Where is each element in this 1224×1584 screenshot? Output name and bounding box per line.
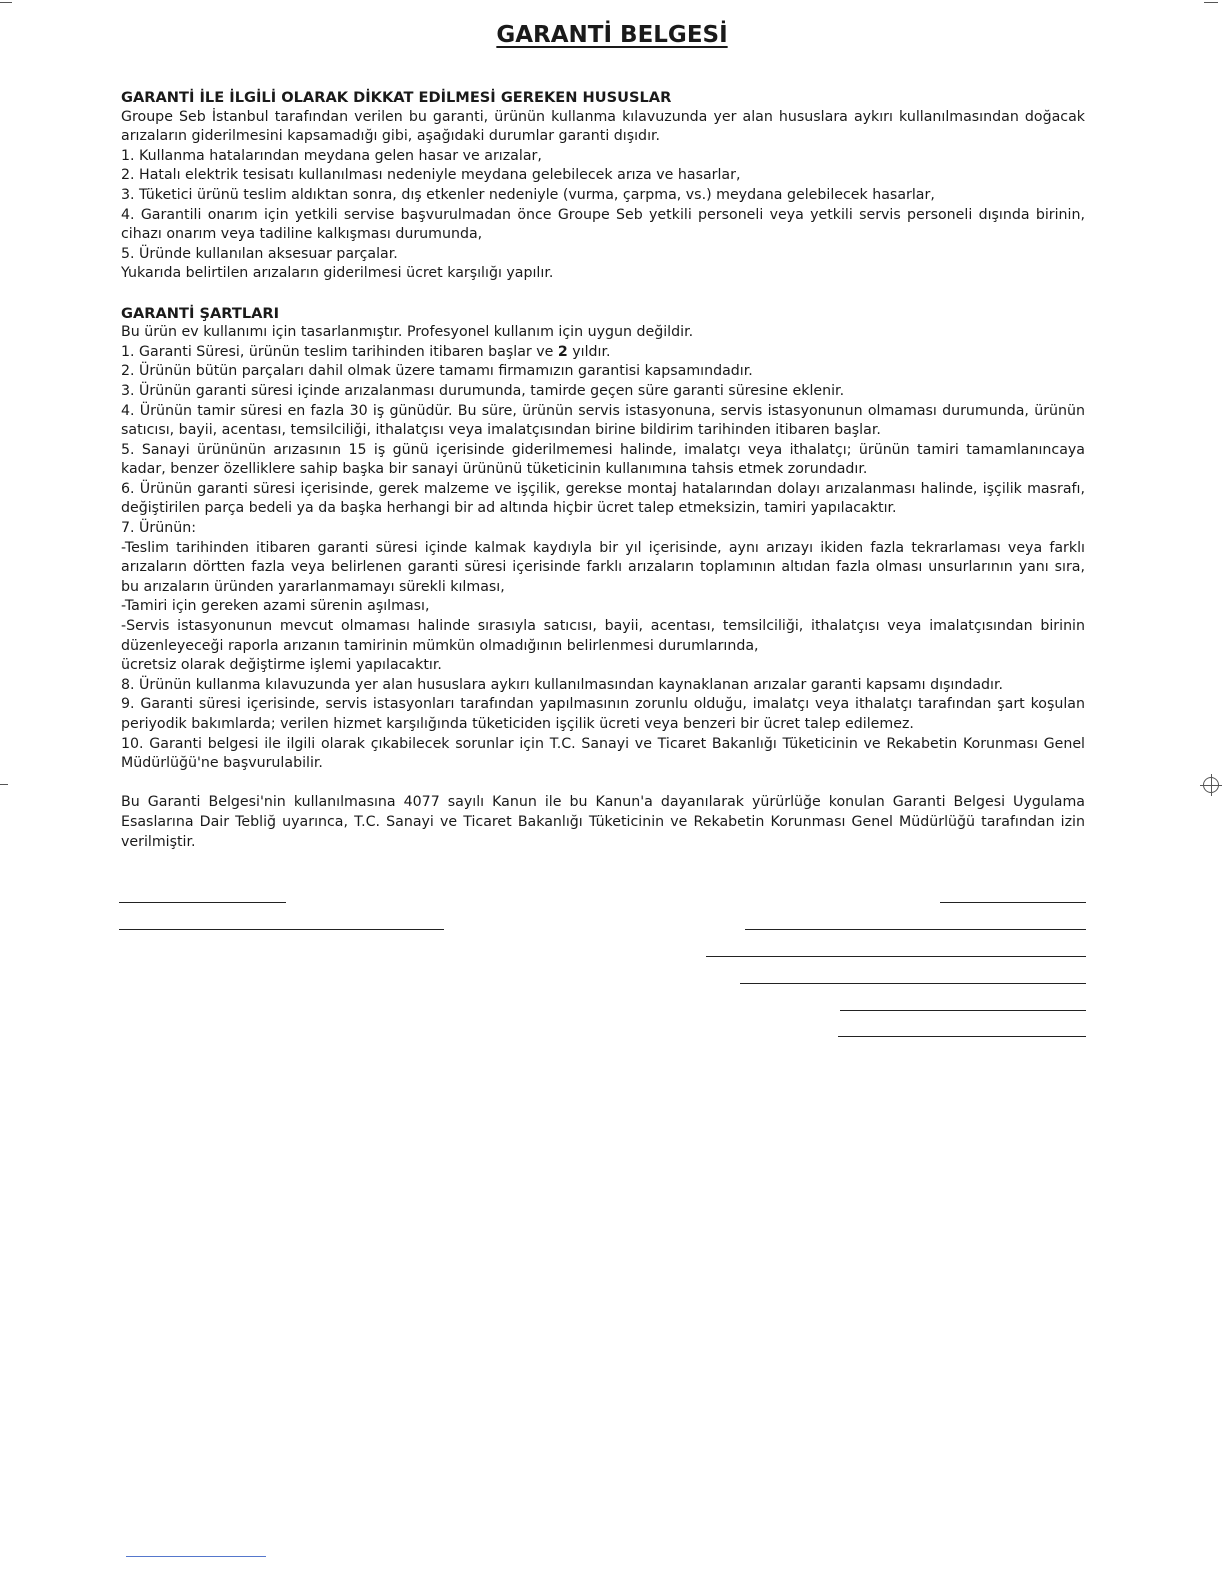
list-item [121, 343, 1085, 363]
document-body [121, 88, 1085, 852]
crop-mark-top-left [0, 2, 12, 3]
blank-line-right-6 [838, 1036, 1086, 1037]
section-heading: GARANTİ İLE İLGİLİ OLARAK DİKKAT EDİLMESİ GEREKEN HUSUSLAR [121, 89, 672, 106]
list-item: 4. Ürünün tamir süresi en fazla 30 iş günüdür. Bu süre, ürünün servis istasyonuna, servis istasyonunun olmaması durumunda, ürünün satıcısı, bayii, acentası, temsilciliği, ithalatçısı veya imalatçısından birine bildirim tarihinden itibaren başlar. [121, 402, 1085, 439]
blank-line-right-3 [706, 956, 1086, 957]
registration-mark-icon [1203, 777, 1219, 793]
list-item: -Teslim tarihinden itibaren garanti süresi içinde kalmak kaydıyla bir yıl içerisinde, aynı arızayı ikiden fazla tekrarlaması veya farklı arızaların dörtten fazla veya belirlenen garanti süresi içerisinde farklı arızaların toplamının altıdan fazla olması unsurlarının yanı sıra, bu arızaların üründen yararlanmamayı sürekli kılması, [121, 539, 1085, 595]
blank-line-left-2 [119, 929, 444, 930]
paragraph: Bu ürün ev kullanımı için tasarlanmıştır. Profesyonel kullanım için uygun değildir. [121, 324, 694, 341]
list-item: 3. Tüketici ürünü teslim aldıktan sonra, dış etkenler nedeniyle (vurma, çarpma, vs.) meydana gelebilecek hasarlar, [121, 186, 935, 203]
list-item: 5. Sanayi ürününün arızasının 15 iş günü içerisinde giderilmemesi halinde, imalatçı veya ithalatçı; ürünün tamiri tamamlanıncaya kadar, benzer özelliklere sahip başka bir sanayi ürününü tüketicinin kullanımına tahsis etmek zorundadır. [121, 441, 1085, 478]
paragraph: Yukarıda belirtilen arızaların giderilmesi ücret karşılığı yapılır. [121, 265, 554, 282]
section-precautions [121, 88, 1085, 284]
section-heading: GARANTİ ŞARTLARI [121, 304, 280, 322]
document-title: GARANTİ BELGESİ [496, 22, 728, 48]
list-item: 8. Ürünün kullanma kılavuzunda yer alan hususlara aykırı kullanılmasından kaynaklanan arızalar garanti kapsamı dışındadır. [121, 676, 1004, 693]
list-item: 2. Hatalı elektrik tesisatı kullanılması nedeniyle meydana gelebilecek arıza ve hasarlar, [121, 167, 741, 184]
warranty-years: 2 [557, 343, 568, 360]
closing-paragraph: Bu Garanti Belgesi'nin kullanılmasına 4077 sayılı Kanun ile bu Kanun'a dayanılarak yürürlüğe konulan Garanti Belgesi Uygulama Esaslarına Dair Tebliğ uyarınca, T.C. Sanayi ve Ticaret Bakanlığı Tüketicinin ve Rekabetin Korunması Genel Müdürlüğü tarafından izin verilmiştir. [121, 794, 1085, 850]
list-item: 6. Ürünün garanti süresi içerisinde, gerek malzeme ve işçilik, gerekse montaj hatalarından dolayı arızalanması halinde, işçilik masrafı, değiştirilen parça bedeli ya da başka herhangi bir ad altında hiçbir ücret talep etmeksizin, tamiri yapılacaktır. [121, 480, 1085, 517]
blank-line-right-5 [840, 1010, 1086, 1011]
list-item-text: yıldır. [567, 343, 611, 360]
list-item-text: 1. Garanti Süresi, ürünün teslim tarihinden itibaren başlar ve [121, 343, 558, 360]
list-item: 4. Garantili onarım için yetkili servise başvurulmadan önce Groupe Seb yetkili personeli veya yetkili servis personeli dışında birinin, cihazı onarım veya tadiline kalkışması durumunda, [121, 206, 1085, 243]
list-item: 10. Garanti belgesi ile ilgili olarak çıkabilecek sorunlar için T.C. Sanayi ve Ticaret Bakanlığı Tüketicinin ve Rekabetin Korunması Genel Müdürlüğü'ne başvurulabilir. [121, 735, 1085, 772]
blank-line-right-1 [940, 902, 1086, 903]
list-item: 1. Kullanma hatalarından meydana gelen hasar ve arızalar, [121, 147, 542, 164]
list-item: 9. Garanti süresi içerisinde, servis istasyonları tarafından yapılmasının zorunlu olduğu, imalatçı veya ithalatçı tarafından şart koşulan periyodik bakımlarda; verilen hizmet karşılığında tüketiciden işçilik ücreti veya benzeri bir ücret talep edilemez. [121, 696, 1085, 732]
list-item: 5. Üründe kullanılan aksesuar parçalar. [121, 245, 398, 262]
blank-line-right-2 [745, 929, 1086, 930]
paragraph: Groupe Seb İstanbul tarafından verilen bu garanti, ürünün kullanma kılavuzunda yer alan hususlara aykırı kullanılmasından doğacak arızaların giderilmesini kapsamadığı gibi, aşağıdaki durumlar garanti dışıdır. [121, 108, 1085, 145]
section-warranty-terms [121, 304, 1085, 774]
list-item: 2. Ürünün bütün parçaları dahil olmak üzere tamamı firmamızın garantisi kapsamındadır. [121, 363, 753, 380]
list-item: ücretsiz olarak değiştirme işlemi yapılacaktır. [121, 657, 442, 674]
crop-mark-left-middle [0, 784, 8, 785]
blank-line-left-1 [119, 902, 286, 903]
bottom-rule [126, 1556, 266, 1557]
list-item: -Tamiri için gereken azami sürenin aşılması, [121, 598, 430, 615]
list-item: -Servis istasyonunun mevcut olmaması halinde sırasıyla satıcısı, bayii, acentası, temsilciliği, ithalatçısı veya imalatçısından birinin düzenleyeceği raporla arızanın tamirinin mümkün olmadığının belirlenmesi durumlarında, [121, 618, 1085, 654]
blank-line-right-4 [740, 983, 1086, 984]
list-item: 7. Ürünün: [121, 520, 197, 537]
list-item: 3. Ürünün garanti süresi içinde arızalanması durumunda, tamirde geçen süre garanti süresine eklenir. [121, 382, 845, 399]
crop-mark-top-right [1204, 2, 1218, 3]
